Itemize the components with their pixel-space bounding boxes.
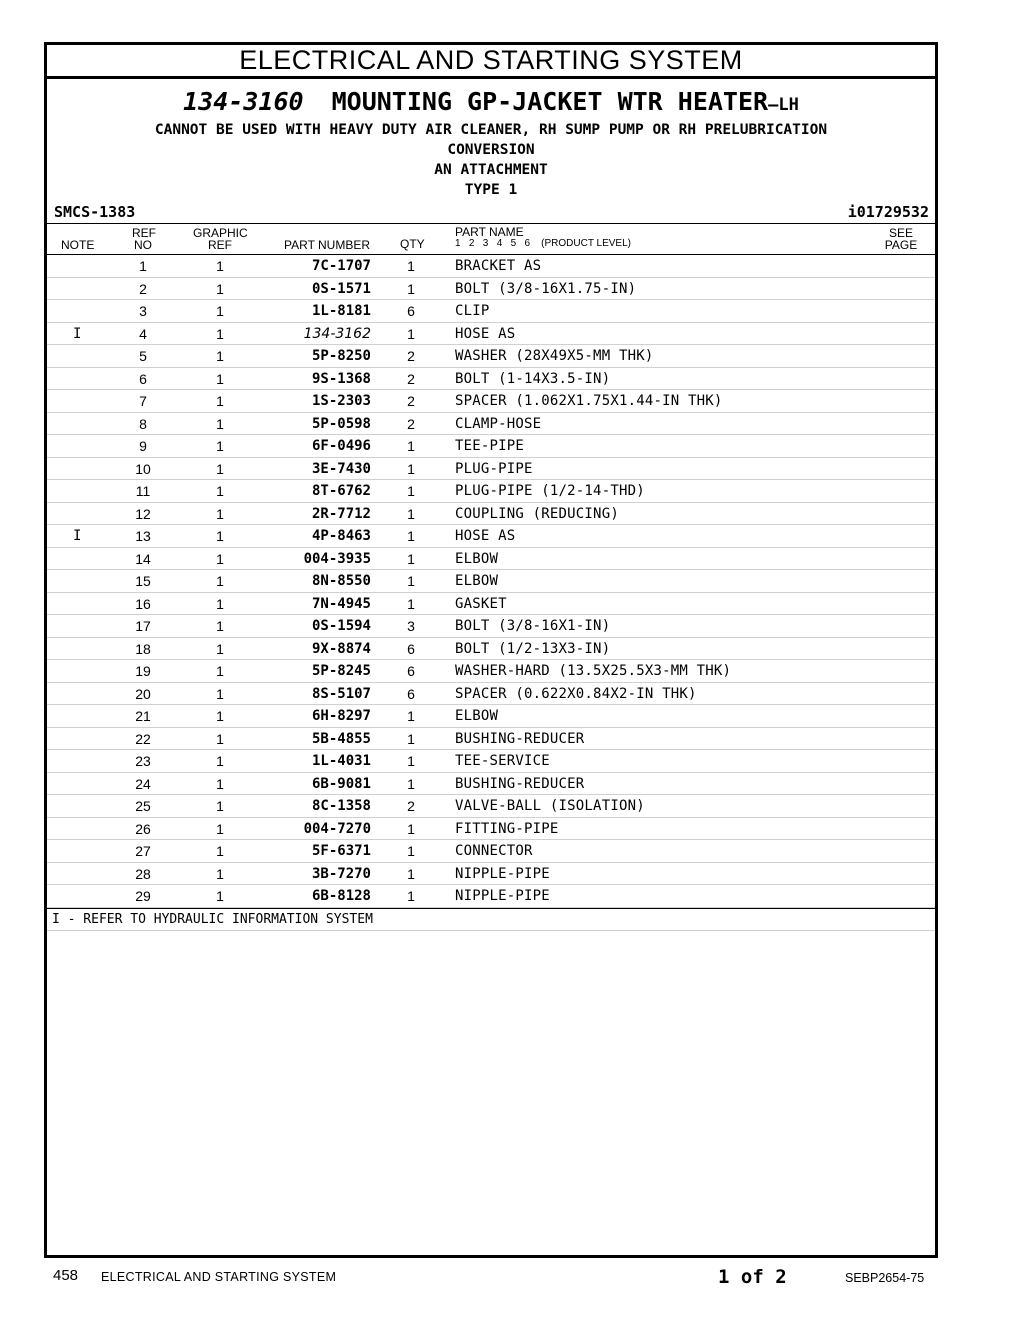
table-row <box>47 368 935 391</box>
group-name: MOUNTING GP-JACKET WTR HEATER <box>331 87 769 116</box>
part-name-cell: BRACKET AS <box>455 258 542 274</box>
qty-cell: 1 <box>407 483 415 499</box>
part-number-cell: 8N-8550 <box>311 573 371 589</box>
part-number-cell: 004-3935 <box>303 550 371 567</box>
ref-no-cell: 22 <box>135 730 151 747</box>
table-row <box>47 413 935 436</box>
part-number-cell: 1L-8181 <box>311 303 371 319</box>
graphic-ref-cell: 1 <box>216 820 224 837</box>
graphic-ref-cell: 1 <box>216 258 224 274</box>
part-name-cell: SPACER (0.622X0.84X2-IN THK) <box>455 685 697 702</box>
qty-cell: 1 <box>407 325 415 342</box>
part-number-cell: 0S-1594 <box>311 618 371 634</box>
graphic-ref-cell: 1 <box>216 843 224 859</box>
part-number-cell: 0S-1571 <box>311 280 371 297</box>
footer-section: ELECTRICAL AND STARTING SYSTEM <box>101 1270 337 1284</box>
part-number-cell: 5P-0598 <box>311 415 371 432</box>
ref-no-cell: 1 <box>139 258 147 274</box>
ref-no-cell: 10 <box>135 460 151 477</box>
part-number-cell: 5B-4855 <box>311 730 371 747</box>
table-row <box>47 390 935 413</box>
graphic-ref-cell: 1 <box>216 370 224 387</box>
doc-code: SEBP2654-75 <box>845 1271 925 1285</box>
graphic-ref-cell: 1 <box>216 618 224 634</box>
qty-cell: 3 <box>407 618 415 634</box>
ref-no-cell: 3 <box>139 303 147 319</box>
ref-no-cell: 8 <box>139 415 147 432</box>
table-row <box>47 683 935 706</box>
part-name-cell: BUSHING-REDUCER <box>455 730 585 747</box>
part-number-cell: 3B-7270 <box>311 865 371 882</box>
part-number-cell: 134-3162 <box>303 325 371 342</box>
graphic-ref-cell: 1 <box>216 708 224 724</box>
group-note-line-1: CANNOT BE USED WITH HEAVY DUTY AIR CLEANER, RH SUMP PUMP OR RH PRELUBRICATION <box>154 122 828 138</box>
ref-no-cell: 14 <box>135 550 151 567</box>
part-name-cell: ELBOW <box>455 708 499 724</box>
table-row <box>47 480 935 503</box>
graphic-ref-cell: 1 <box>216 280 224 297</box>
ref-no-cell: 9 <box>139 438 147 454</box>
ref-no-cell: 6 <box>139 370 147 387</box>
table-row <box>47 593 935 616</box>
illustration-id: i01729532 <box>847 203 929 221</box>
part-number-cell: 3E-7430 <box>311 460 371 477</box>
qty-cell: 2 <box>407 415 415 432</box>
table-row <box>47 278 935 301</box>
graphic-ref-cell: 1 <box>216 798 224 814</box>
part-name-cell: ELBOW <box>455 550 499 567</box>
section-title: ELECTRICAL AND STARTING SYSTEM <box>47 45 935 79</box>
ref-no-cell: 19 <box>135 663 151 679</box>
ref-no-cell: 25 <box>135 798 151 814</box>
col-part-number: PART NUMBER <box>284 238 371 252</box>
table-row <box>47 660 935 683</box>
qty-cell: 6 <box>407 685 415 702</box>
part-number-cell: 6F-0496 <box>311 438 371 454</box>
group-header <box>47 87 935 200</box>
qty-cell: 1 <box>407 843 415 859</box>
col-graphic-ref: GRAPHIC REF <box>193 226 248 252</box>
qty-cell: 2 <box>407 348 415 364</box>
ref-no-cell: 5 <box>139 348 147 364</box>
ref-no-cell: 4 <box>139 325 147 342</box>
table-row <box>47 525 935 548</box>
table-row <box>47 818 935 841</box>
part-name-cell: HOSE AS <box>455 325 516 342</box>
page-of: 1 of 2 <box>718 1266 787 1288</box>
graphic-ref-cell: 1 <box>216 325 224 342</box>
table-row <box>47 863 935 886</box>
qty-cell: 6 <box>407 303 415 319</box>
table-row <box>47 255 935 278</box>
qty-cell: 2 <box>407 798 415 814</box>
col-part-name: PART NAME <box>455 225 524 239</box>
qty-cell: 1 <box>407 753 415 769</box>
table-row <box>47 300 935 323</box>
table-row <box>47 728 935 751</box>
part-name-cell: CONNECTOR <box>455 843 533 859</box>
footnote <box>47 908 935 931</box>
ref-no-cell: 26 <box>135 820 151 837</box>
graphic-ref-cell: 1 <box>216 393 224 409</box>
note-cell: I <box>73 325 82 342</box>
part-name-cell: ELBOW <box>455 573 499 589</box>
ref-no-cell: 24 <box>135 775 151 792</box>
graphic-ref-cell: 1 <box>216 663 224 679</box>
qty-cell: 1 <box>407 505 415 522</box>
group-note-line-3: AN ATTACHMENT <box>434 162 548 178</box>
ref-no-cell: 11 <box>135 483 151 499</box>
part-number-cell: 6B-9081 <box>311 775 371 792</box>
qty-cell: 6 <box>407 640 415 657</box>
part-name-cell: BUSHING-REDUCER <box>455 775 585 792</box>
ref-no-cell: 12 <box>135 505 151 522</box>
qty-cell: 1 <box>407 888 415 904</box>
graphic-ref-cell: 1 <box>216 550 224 567</box>
qty-cell: 2 <box>407 370 415 387</box>
col-product-level: 1 2 3 4 5 6 (PRODUCT LEVEL) <box>455 238 631 249</box>
qty-cell: 1 <box>407 280 415 297</box>
qty-cell: 1 <box>407 573 415 589</box>
table-row <box>47 705 935 728</box>
col-ref-no: REF NO <box>132 226 156 252</box>
group-title <box>47 87 935 120</box>
ref-no-cell: 2 <box>139 280 147 297</box>
part-name-cell: BOLT (1/2-13X3-IN) <box>455 640 611 657</box>
part-name-cell: CLAMP-HOSE <box>455 415 542 432</box>
part-number-cell: 1S-2303 <box>311 393 371 409</box>
table-row <box>47 503 935 526</box>
part-name-cell: VALVE-BALL (ISOLATION) <box>455 798 645 814</box>
qty-cell: 1 <box>407 550 415 567</box>
part-number-cell: 7C-1707 <box>311 258 371 274</box>
qty-cell: 1 <box>407 820 415 837</box>
qty-cell: 6 <box>407 663 415 679</box>
qty-cell: 1 <box>407 775 415 792</box>
table-row <box>47 840 935 863</box>
ref-no-cell: 13 <box>135 528 151 544</box>
table-row <box>47 570 935 593</box>
part-name-cell: PLUG-PIPE <box>455 460 533 477</box>
ref-no-cell: 16 <box>135 595 151 612</box>
qty-cell: 2 <box>407 393 415 409</box>
part-name-cell: BOLT (3/8-16X1.75-IN) <box>455 280 637 297</box>
qty-cell: 1 <box>407 258 415 274</box>
table-row <box>47 750 935 773</box>
graphic-ref-cell: 1 <box>216 483 224 499</box>
qty-cell: 1 <box>407 708 415 724</box>
group-part-number: 134-3160 <box>183 87 304 116</box>
graphic-ref-cell: 1 <box>216 303 224 319</box>
meta-bar <box>47 201 935 224</box>
part-name-cell: NIPPLE-PIPE <box>455 865 550 882</box>
graphic-ref-cell: 1 <box>216 415 224 432</box>
smcs-code: SMCS-1383 <box>54 203 136 221</box>
ref-no-cell: 17 <box>135 618 151 634</box>
parts-page-frame <box>44 42 938 1258</box>
qty-cell: 1 <box>407 730 415 747</box>
part-name-cell: BOLT (3/8-16X1-IN) <box>455 618 611 634</box>
graphic-ref-cell: 1 <box>216 505 224 522</box>
part-name-cell: PLUG-PIPE (1/2-14-THD) <box>455 483 645 499</box>
table-row <box>47 773 935 796</box>
page-footer <box>0 1266 1020 1290</box>
part-name-cell: CLIP <box>455 303 490 319</box>
ref-no-cell: 7 <box>139 393 147 409</box>
table-row <box>47 435 935 458</box>
ref-no-cell: 28 <box>135 865 151 882</box>
table-row <box>47 638 935 661</box>
graphic-ref-cell: 1 <box>216 528 224 544</box>
table-row <box>47 795 935 818</box>
qty-cell: 1 <box>407 528 415 544</box>
group-note-line-4: TYPE 1 <box>464 182 518 198</box>
table-row <box>47 885 935 908</box>
table-row <box>47 548 935 571</box>
ref-no-cell: 15 <box>135 573 151 589</box>
part-name-cell: TEE-PIPE <box>455 438 525 454</box>
graphic-ref-cell: 1 <box>216 595 224 612</box>
part-number-cell: 8C-1358 <box>311 798 371 814</box>
group-note-line-2: CONVERSION <box>447 142 535 158</box>
graphic-ref-cell: 1 <box>216 640 224 657</box>
part-number-cell: 4P-8463 <box>311 528 371 544</box>
ref-no-cell: 18 <box>135 640 151 657</box>
part-name-cell: HOSE AS <box>455 528 516 544</box>
part-number-cell: 5P-8250 <box>311 348 371 364</box>
part-name-cell: BOLT (1-14X3.5-IN) <box>455 370 611 387</box>
table-row <box>47 345 935 368</box>
parts-table-body <box>47 255 935 908</box>
part-number-cell: 5F-6371 <box>311 843 371 859</box>
part-number-cell: 6B-8128 <box>311 888 371 904</box>
qty-cell: 1 <box>407 460 415 477</box>
table-row <box>47 458 935 481</box>
ref-no-cell: 23 <box>135 753 151 769</box>
part-name-cell: COUPLING (REDUCING) <box>455 505 619 522</box>
graphic-ref-cell: 1 <box>216 438 224 454</box>
part-name-cell: SPACER (1.062X1.75X1.44-IN THK) <box>455 393 723 409</box>
page-number: 458 <box>53 1267 79 1284</box>
part-name-cell: TEE-SERVICE <box>455 753 550 769</box>
col-qty: QTY <box>400 237 425 251</box>
graphic-ref-cell: 1 <box>216 753 224 769</box>
graphic-ref-cell: 1 <box>216 573 224 589</box>
part-number-cell: 8T-6762 <box>311 483 371 499</box>
part-number-cell: 7N-4945 <box>311 595 371 612</box>
qty-cell: 1 <box>407 438 415 454</box>
ref-no-cell: 20 <box>135 685 151 702</box>
column-headers <box>47 224 935 255</box>
graphic-ref-cell: 1 <box>216 460 224 477</box>
graphic-ref-cell: 1 <box>216 730 224 747</box>
part-number-cell: 9X-8874 <box>311 640 371 657</box>
graphic-ref-cell: 1 <box>216 685 224 702</box>
part-number-cell: 9S-1368 <box>311 370 371 387</box>
col-note: NOTE <box>61 238 95 252</box>
part-name-cell: WASHER (28X49X5-MM THK) <box>455 348 654 364</box>
part-number-cell: 2R-7712 <box>311 505 371 522</box>
part-number-cell: 1L-4031 <box>311 753 371 769</box>
table-row <box>47 615 935 638</box>
qty-cell: 1 <box>407 865 415 882</box>
part-name-cell: NIPPLE-PIPE <box>455 888 550 904</box>
graphic-ref-cell: 1 <box>216 888 224 904</box>
part-name-cell: WASHER-HARD (13.5X25.5X3-MM THK) <box>455 663 732 679</box>
ref-no-cell: 27 <box>135 843 151 859</box>
part-number-cell: 8S-5107 <box>311 685 371 702</box>
part-number-cell: 5P-8245 <box>311 663 371 679</box>
graphic-ref-cell: 1 <box>216 865 224 882</box>
graphic-ref-cell: 1 <box>216 348 224 364</box>
ref-no-cell: 29 <box>135 888 151 904</box>
table-row <box>47 323 935 346</box>
group-suffix: —LH <box>768 95 799 115</box>
footnote-text: I - REFER TO HYDRAULIC INFORMATION SYSTEM <box>52 911 373 927</box>
part-number-cell: 004-7270 <box>303 820 371 837</box>
note-cell: I <box>73 528 82 544</box>
part-name-cell: GASKET <box>455 595 507 612</box>
col-see-page: SEE PAGE <box>884 226 918 252</box>
qty-cell: 1 <box>407 595 415 612</box>
part-name-cell: FITTING-PIPE <box>455 820 559 837</box>
graphic-ref-cell: 1 <box>216 775 224 792</box>
part-number-cell: 6H-8297 <box>311 708 371 724</box>
ref-no-cell: 21 <box>135 708 151 724</box>
